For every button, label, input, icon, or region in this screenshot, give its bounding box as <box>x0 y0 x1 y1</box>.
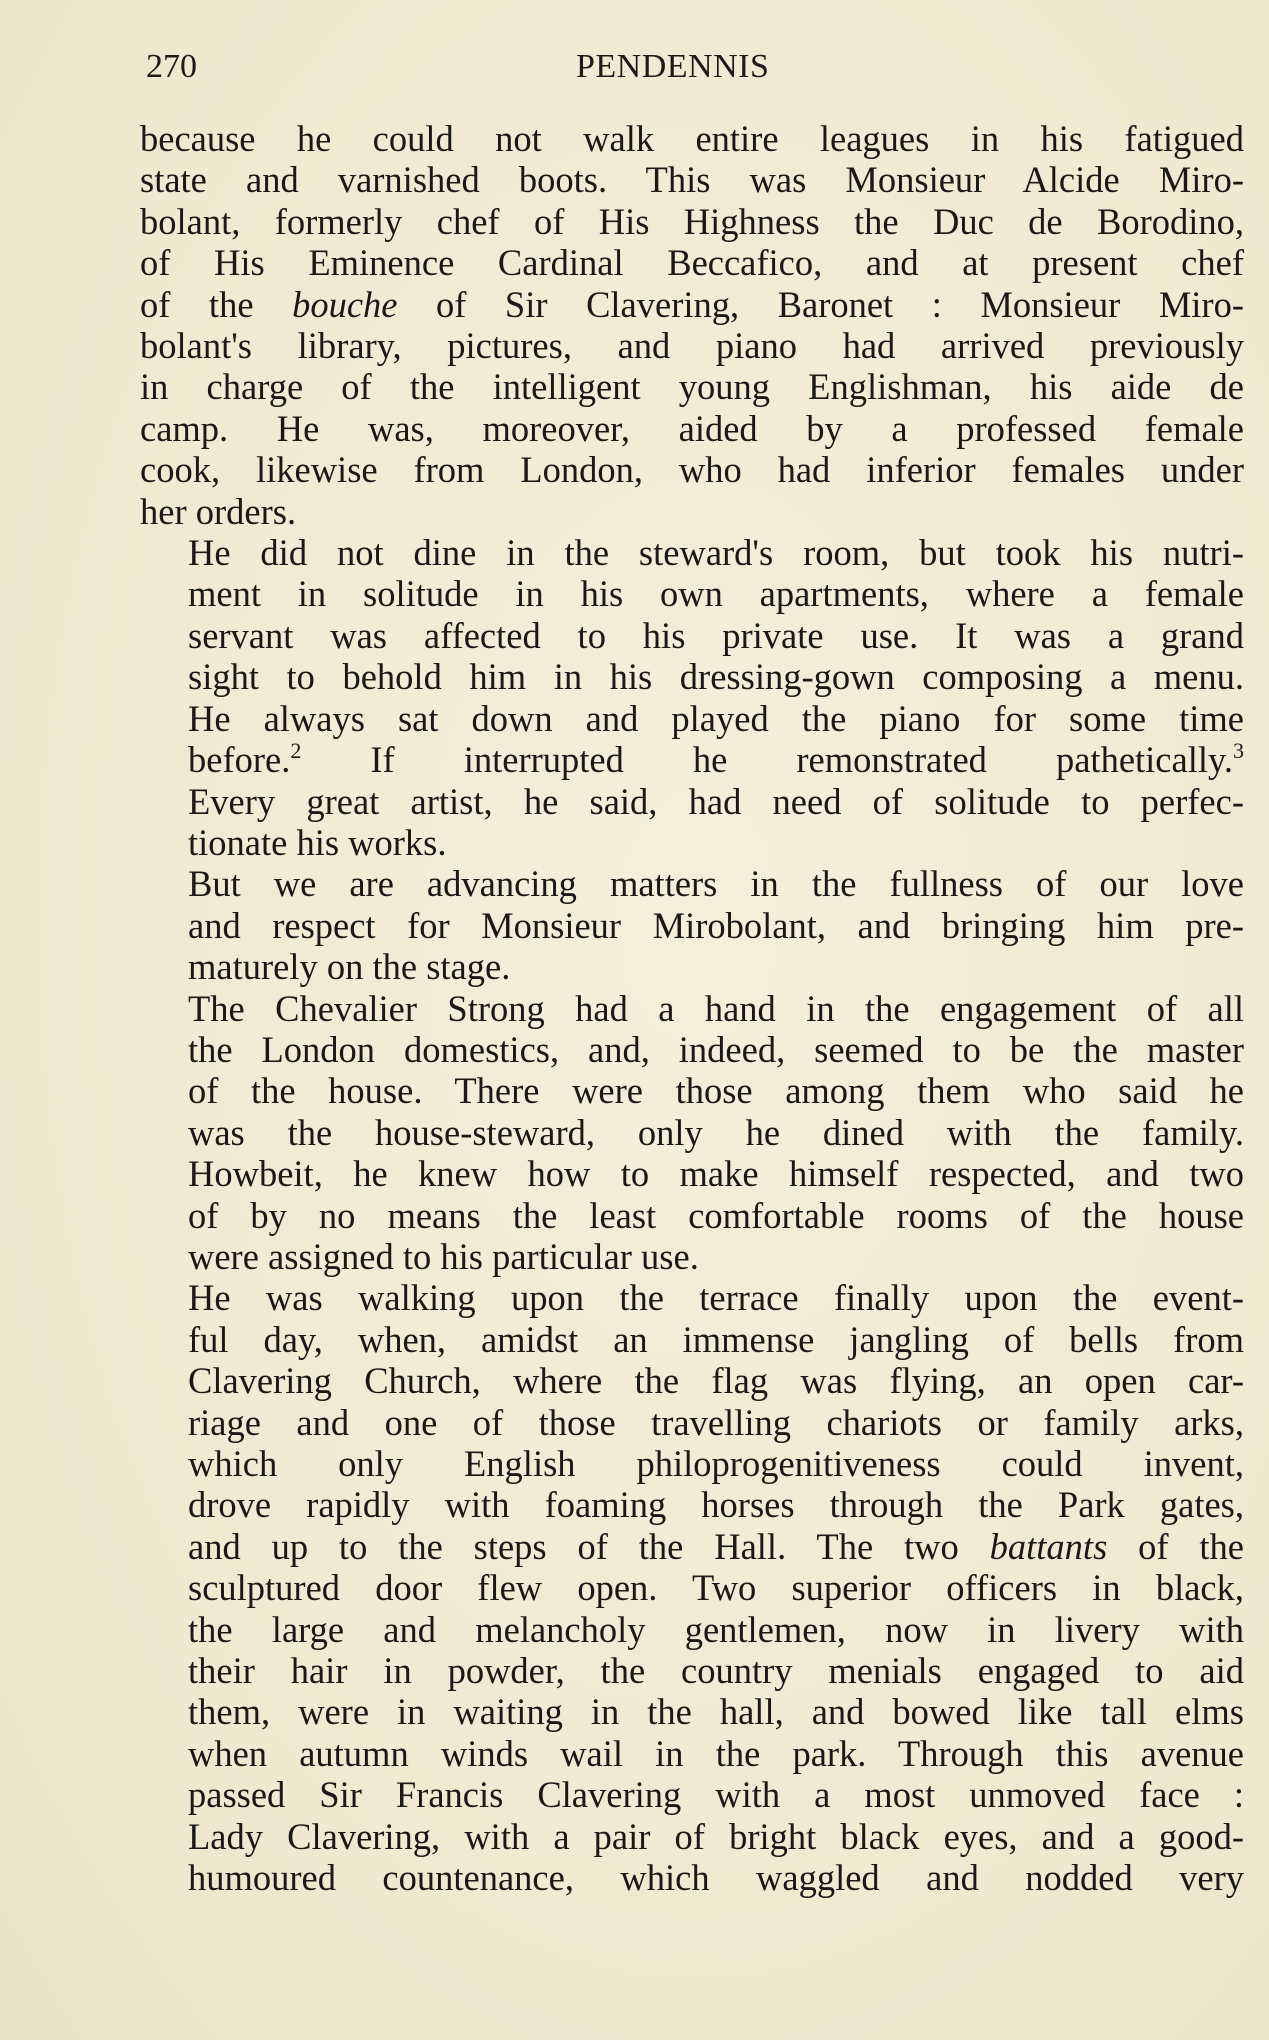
page-header <box>146 48 1226 96</box>
text-line: maturely on the stage. <box>188 946 511 988</box>
text-line: cook, likewise from London, who had inferior females under <box>140 449 1244 491</box>
text-line: state and varnished boots. This was Monsieur Alcide Miro- <box>140 159 1244 201</box>
text-line: sculptured door flew open. Two superior officers in black, <box>188 1567 1244 1609</box>
text-line: Every great artist, he said, had need of solitude to perfec- <box>188 780 1244 822</box>
text-line: of the bouche of Sir Clavering, Baronet : Monsieur Miro- <box>140 283 1244 325</box>
text-line: ful day, when, amidst an immense jangling of bells from <box>188 1318 1244 1360</box>
text-line: He did not dine in the steward's room, but took his nutri- <box>188 532 1244 574</box>
text-line: before.$^2$ If interrupted he remonstrated pathetically.$^3$ <box>188 738 1244 781</box>
text-line: passed Sir Francis Clavering with a most unmoved face : <box>188 1774 1244 1816</box>
text-line: was the house-steward, only he dined with the family. <box>188 1111 1244 1153</box>
text-line: sight to behold him in his dressing-gown composing a menu. <box>188 656 1244 698</box>
italic-text: bouche <box>292 283 398 325</box>
text-line: of by no means the least comfortable rooms of the house <box>188 1194 1244 1236</box>
text-line: servant was affected to his private use. It was a grand <box>188 614 1244 656</box>
text-line: riage and one of those travelling chariots or family arks, <box>188 1401 1244 1443</box>
paragraph <box>140 118 1244 532</box>
text-line: the London domestics, and, indeed, seemed to be the master <box>188 1028 1244 1070</box>
text-line: He was walking upon the terrace finally upon the event- <box>188 1277 1244 1319</box>
running-title: PENDENNIS <box>576 48 770 85</box>
text-line: their hair in powder, the country menials engaged to aid <box>188 1650 1244 1692</box>
paragraph <box>140 532 1244 863</box>
text-line: Lady Clavering, with a pair of bright black eyes, and a good- <box>188 1815 1244 1857</box>
text-line: The Chevalier Strong had a hand in the engagement of all <box>188 987 1244 1029</box>
paragraph <box>140 1277 1244 1898</box>
text-line: humoured countenance, which waggled and nodded very <box>188 1857 1244 1899</box>
text-line: in charge of the intelligent young Englishman, his aide de <box>140 366 1244 408</box>
text-line: ment in solitude in his own apartments, where a female <box>188 573 1244 615</box>
text-line: But we are advancing matters in the fullness of our love <box>188 863 1244 905</box>
text-line: He always sat down and played the piano for some time <box>188 697 1244 739</box>
body-text <box>140 118 1244 1898</box>
text-line: and up to the steps of the Hall. The two battants of the <box>188 1525 1245 1567</box>
text-line: of the house. There were those among them who said he <box>188 1070 1244 1112</box>
text-line: her orders. <box>140 490 297 532</box>
text-line: tionate his works. <box>188 821 447 863</box>
text-line: of His Eminence Cardinal Beccafico, and at present chef <box>140 242 1244 284</box>
text-line: Clavering Church, where the flag was flying, an open car- <box>188 1360 1244 1402</box>
text-line: drove rapidly with foaming horses through the Park gates, <box>188 1484 1244 1526</box>
footnote-reference: 3 <box>1233 738 1244 764</box>
text-line: Howbeit, he knew how to make himself respected, and two <box>188 1153 1244 1195</box>
text-line: which only English philoprogenitiveness could invent, <box>188 1443 1244 1484</box>
footnote-reference: 2 <box>290 738 302 764</box>
text-line: camp. He was, moreover, aided by a professed female <box>140 407 1244 449</box>
page-number: 270 <box>146 48 197 85</box>
text-line: bolant, formerly chef of His Highness the Duc de Borodino, <box>140 200 1244 242</box>
text-line: were assigned to his particular use. <box>188 1235 699 1277</box>
text-line: and respect for Monsieur Mirobolant, and bringing him pre- <box>188 904 1244 946</box>
text-line: bolant's library, pictures, and piano had arrived previously <box>140 325 1244 367</box>
paragraph <box>140 988 1244 1278</box>
text-line: because he could not walk entire leagues in his fatigued <box>140 118 1244 159</box>
text-line: when autumn winds wail in the park. Through this avenue <box>188 1732 1244 1774</box>
italic-text: battants <box>989 1525 1108 1567</box>
paragraph <box>140 863 1244 987</box>
text-line: them, were in waiting in the hall, and bowed like tall elms <box>188 1691 1244 1733</box>
text-line: the large and melancholy gentlemen, now in livery with <box>188 1608 1244 1650</box>
